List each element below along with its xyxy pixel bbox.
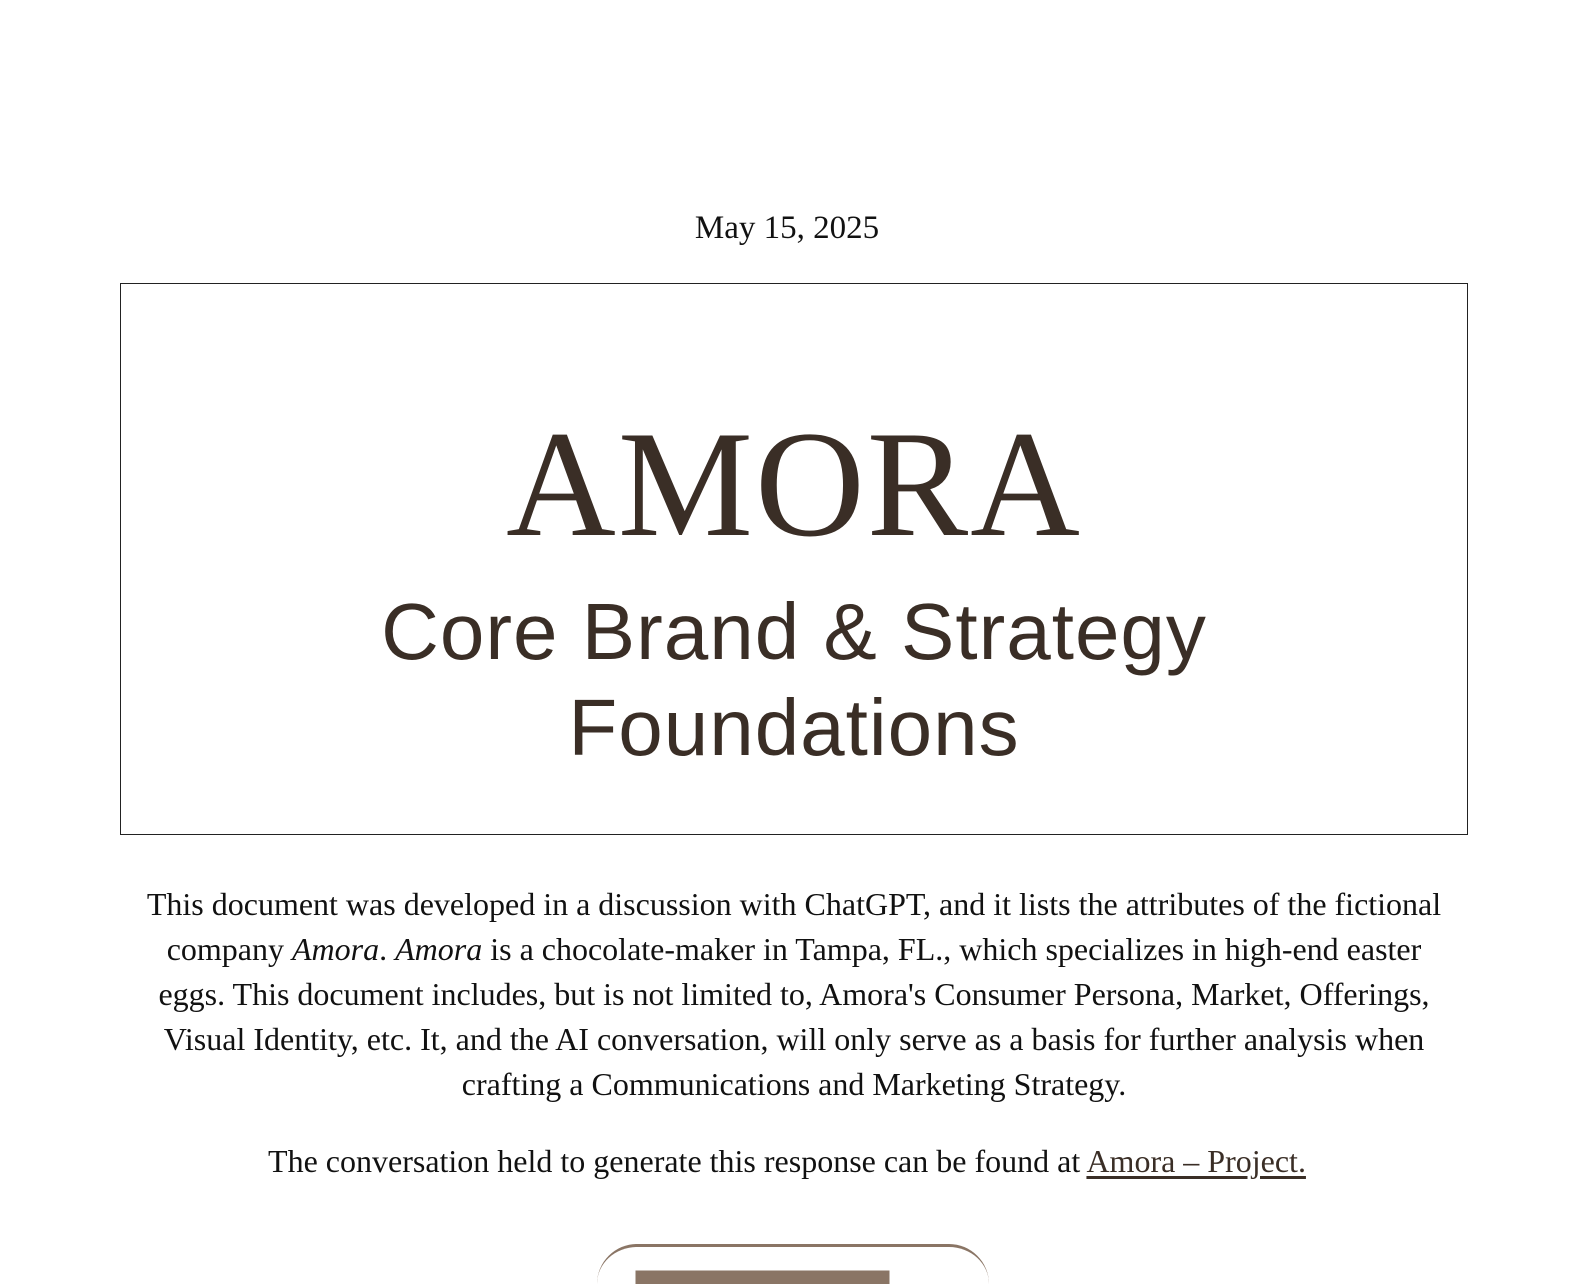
subtitle-line-2: Foundations xyxy=(568,683,1020,772)
intro-paragraph xyxy=(130,882,1458,1107)
intro-brand-italic-2: Amora xyxy=(395,931,483,967)
bottom-decorative-shape xyxy=(597,1244,989,1284)
intro-text-3: is a chocolate-maker in Tampa, FL., which specializes in high-end easter eggs. This document includes, but is not limited to, Amora's Consumer Persona, Market, Offerings, Visual Identity, etc. It, and the AI conversation, will only serve as a basis for further analysis when crafting a Communications and Marketing Strategy. xyxy=(158,931,1430,1102)
conversation-line xyxy=(0,1139,1574,1184)
title-box xyxy=(120,283,1468,835)
intro-text-2: . xyxy=(379,931,396,967)
document-subtitle xyxy=(121,584,1467,776)
brand-name: AMORA xyxy=(506,400,1082,568)
subtitle-line-1: Core Brand & Strategy xyxy=(381,587,1207,676)
document-date: May 15, 2025 xyxy=(694,210,880,246)
conversation-link[interactable]: Amora – Project. xyxy=(1086,1143,1306,1179)
intro-brand-italic-1: Amora xyxy=(292,931,380,967)
conversation-text: The conversation held to generate this response can be found at xyxy=(268,1143,1087,1179)
intro-text-1: This document was developed in a discussion with ChatGPT, and it lists the attributes of the fictional company xyxy=(146,886,1442,967)
